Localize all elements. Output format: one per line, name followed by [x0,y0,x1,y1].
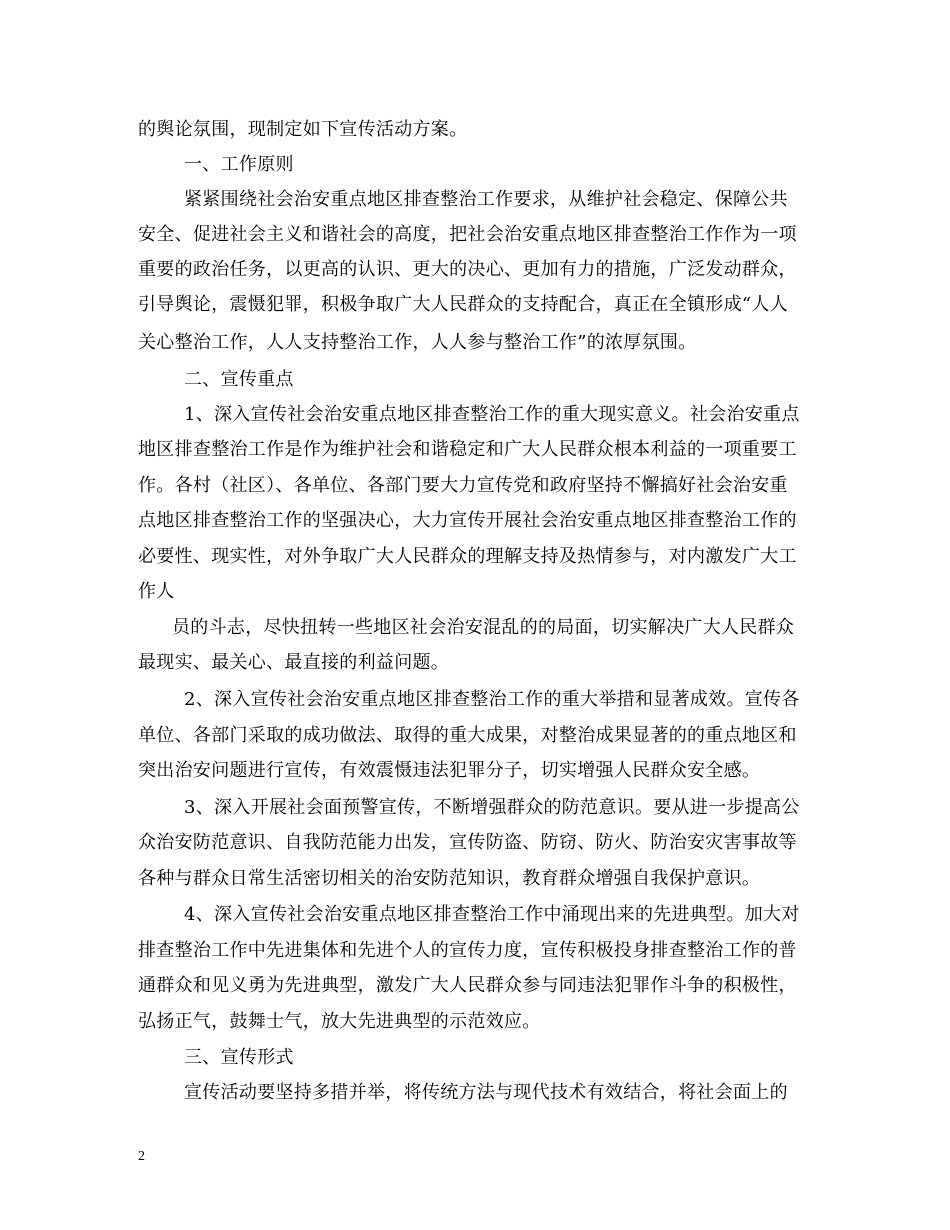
text-line: 最现实、最关心、最直接的利益问题。 [138,652,450,673]
text-line: 通群众和见义勇为先进典型，激发广大人民群众参与同违法犯罪作斗争的积极性， [138,975,797,996]
text-line: 众治安防范意识、自我防范能力出发，宣传防盗、防窃、防火、防治安灾害事故等 [138,832,797,853]
section-heading-principles: 一、工作原则 [184,154,294,175]
text-line: 1、深入宣传社会治安重点地区排查整治工作的重大现实意义。社会治安重点 [184,404,800,425]
text-line: 作人 [138,581,175,602]
text-line: 安全、促进社会主义和谐社会的高度，把社会治安重点地区排查整治工作作为一项 [138,224,797,245]
text-line: 作。各村（社区）、各单位、各部门要大力宣传党和政府坚持不懈搞好社会治安重 [138,475,788,496]
text-line: 各种与群众日常生活密切相关的治安防范知识，教育群众增强自我保护意识。 [138,868,761,889]
text-line: 关心整治工作，人人支持整治工作，人人参与整治工作”的浓厚氛围。 [138,332,697,353]
section-heading-forms: 三、宣传形式 [184,1047,294,1068]
text-line: 必要性、现实性，对外争取广大人民群众的理解支持及热情参与，对内激发广大工 [138,546,797,567]
text-line: 地区排查整治工作是作为维护社会和谐稳定和广大人民群众根本利益的一项重要工 [138,439,797,460]
text-line: 的舆论氛围，现制定如下宣传活动方案。 [138,119,468,140]
text-line: 重要的政治任务，以更高的认识、更大的决心、更加有力的措施，广泛发动群众， [138,259,797,280]
text-line: 3、深入开展社会面预警宣传，不断增强群众的防范意识。要从进一步提高公 [184,797,800,818]
text-line: 突出治安问题进行宣传，有效震慑违法犯罪分子，切实增强人民群众安全感。 [138,760,761,781]
text-line: 员的斗志，尽快扭转一些地区社会治安混乱的的局面，切实解决广大人民群众 [172,617,795,638]
text-line: 单位、各部门采取的成功做法、取得的重大成果，对整治成果显著的的重点地区和 [138,725,797,746]
section-heading-focus: 二、宣传重点 [184,369,294,390]
text-line: 2、深入宣传社会治安重点地区排查整治工作的重大举措和显著成效。宣传各 [184,689,800,710]
text-line: 排查整治工作中先进集体和先进个人的宣传力度，宣传积极投身排查整治工作的普 [138,940,797,961]
text-line: 弘扬正气，鼓舞士气，放大先进典型的示范效应。 [138,1011,541,1032]
text-line: 点地区排查整治工作的坚强决心，大力宣传开展社会治安重点地区排查整治工作的 [138,510,797,531]
text-line: 紧紧围绕社会治安重点地区排查整治工作要求，从维护社会稳定、保障公共 [184,189,788,210]
text-line: 引导舆论，震慑犯罪，积极争取广大人民群众的支持配合，真正在全镇形成“人人 [138,294,788,315]
page-number: 2 [138,1149,145,1164]
text-line: 4、深入宣传社会治安重点地区排查整治工作中涌现出来的先进典型。加大对 [184,904,800,925]
text-line: 宣传活动要坚持多措并举，将传统方法与现代技术有效结合，将社会面上的 [184,1082,788,1103]
